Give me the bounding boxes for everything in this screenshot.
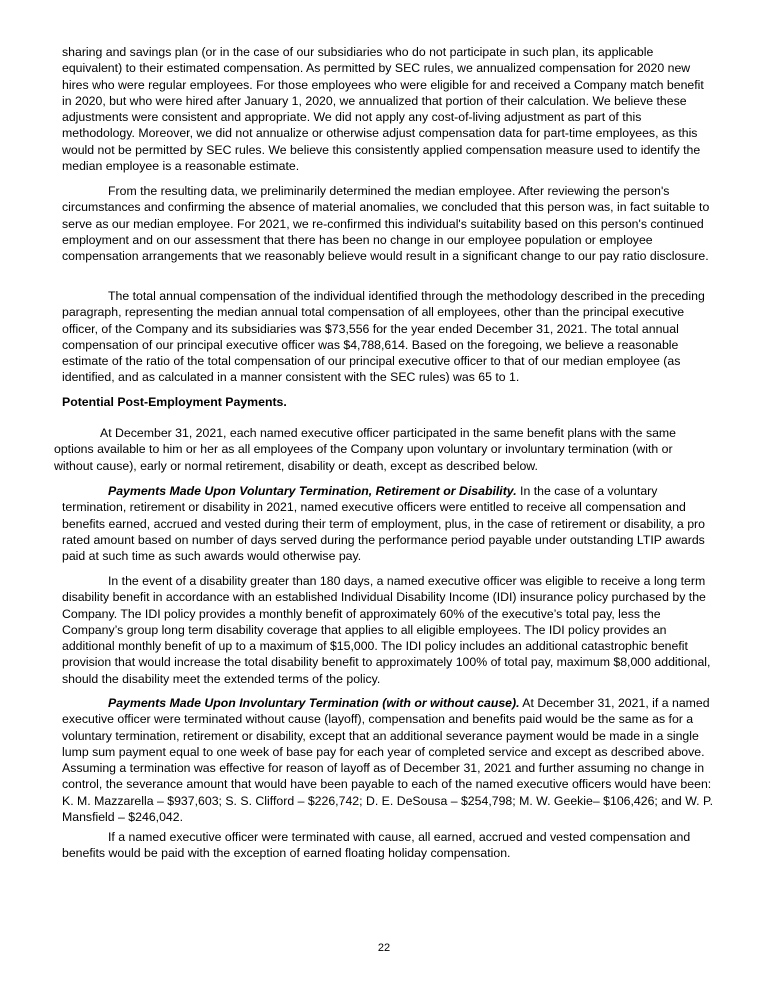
run-in-heading-voluntary: Payments Made Upon Voluntary Termination, Retirement or Disability. (108, 484, 517, 498)
paragraph-median-employee: From the resulting data, we preliminarily determined the median employee. After reviewing the person's circumstances and confirming the absence of material anomalies, we concluded that this person was, in fact suitable to serve as our median employee. For 2021, we re-confirmed this individual's suitability based on this person's continued employment and on our assessment that there has been no change in our employee population or employee compensation arrangements that we reasonably believe would result in a significant change to our pay ratio disclosure. (62, 184, 710, 264)
involuntary-termination-text: At December 31, 2021, if a named executive officer were terminated without cause (layoff), compensation and benefits paid would be the same as for a voluntary termination, retirement or disability, except that an additional severance payment would be made in a single lump sum payment equal to one week of base pay for each year of completed service and except as described above. Assuming a termination was effective for reason of layoff as of December 31, 2021 and further assuming no change in control, the severance amount that would have been payable to each of the named executive officers would have been: K. M. Mazzarella – $937,603; S. S. Clifford – $226,742; D. E. DeSousa – $254,798; M. W. Geekie– $106,426; and W. P. Mansfield – $246,042. (62, 696, 713, 825)
section-heading-post-employment: Potential Post-Employment Payments. (62, 395, 287, 409)
paragraph-benefit-plans: At December 31, 2021, each named executive officer participated in the same benefit plans with the same options available to him or her as all employees of the Company upon voluntary or involuntary termination (with or without cause), early or normal retirement, disability or death, except as described below. (54, 426, 677, 473)
paragraph-compensation-measure: sharing and savings plan (or in the case of our subsidiaries who do not participate in such plan, its applicable equivalent) to their estimated compensation. As permitted by SEC rules, we annualized compensation for 2020 new hires who were regular employees. For those employees who were eligible for and received a Company match benefit in 2020, but who were hired after January 1, 2020, we annualized that portion of their calculation. We believe these adjustments were consistent and appropriate. We did not apply any cost-of-living adjustment as part of this methodology. Moreover, we did not annualize or otherwise adjust compensation data for part-time employees, as this would not be permitted by SEC rules. We believe this consistently applied compensation measure used to identify the median employee is a reasonable estimate. (62, 45, 704, 174)
paragraph-disability-benefit: In the event of a disability greater than 180 days, a named executive officer was eligible to receive a long term disability benefit in accordance with an established Individual Disability Income (IDI) insurance policy purchased by the Company. The IDI policy provides a monthly benefit of approximately 60% of the executive’s total pay, less the Company’s group long term disability coverage that applies to all eligible employees. The IDI policy provides an additional monthly benefit of up to a maximum of $15,000. The IDI policy includes an additional catastrophic benefit provision that would increase the total disability benefit to approximately 100% of total pay, maximum $8,000 additional, should the disability meet the extended terms of the policy. (62, 574, 711, 686)
run-in-heading-involuntary: Payments Made Upon Involuntary Termination (with or without cause). (108, 696, 520, 710)
paragraph-voluntary-termination (62, 483, 714, 564)
page-number: 22 (377, 942, 391, 954)
paragraph-termination-with-cause: If a named executive officer were terminated with cause, all earned, accrued and vested compensation and benefits would be paid with the exception of earned floating holiday compensation. (62, 830, 691, 861)
paragraph-involuntary-termination (62, 695, 714, 825)
paragraph-pay-ratio: The total annual compensation of the individual identified through the methodology described in the preceding paragraph, representing the median annual total compensation of all employees, other than the principal executive officer, of the Company and its subsidiaries was $73,556 for the year ended December 31, 2021. The total annual compensation of our principal executive officer was $4,788,614. Based on the foregoing, we believe a reasonable estimate of the ratio of the total compensation of our principal executive officer to that of our median employee (as identified, and as calculated in a manner consistent with the SEC rules) was 65 to 1. (62, 289, 705, 385)
voluntary-termination-text: In the case of a voluntary termination, retirement or disability in 2021, named executive officers were entitled to receive all compensation and benefits earned, accrued and vested during their term of employment, plus, in the case of retirement or disability, a pro rated amount based on number of days served during the performance period payable under outstanding LTIP awards paid at such time as such awards would otherwise pay. (62, 484, 705, 564)
